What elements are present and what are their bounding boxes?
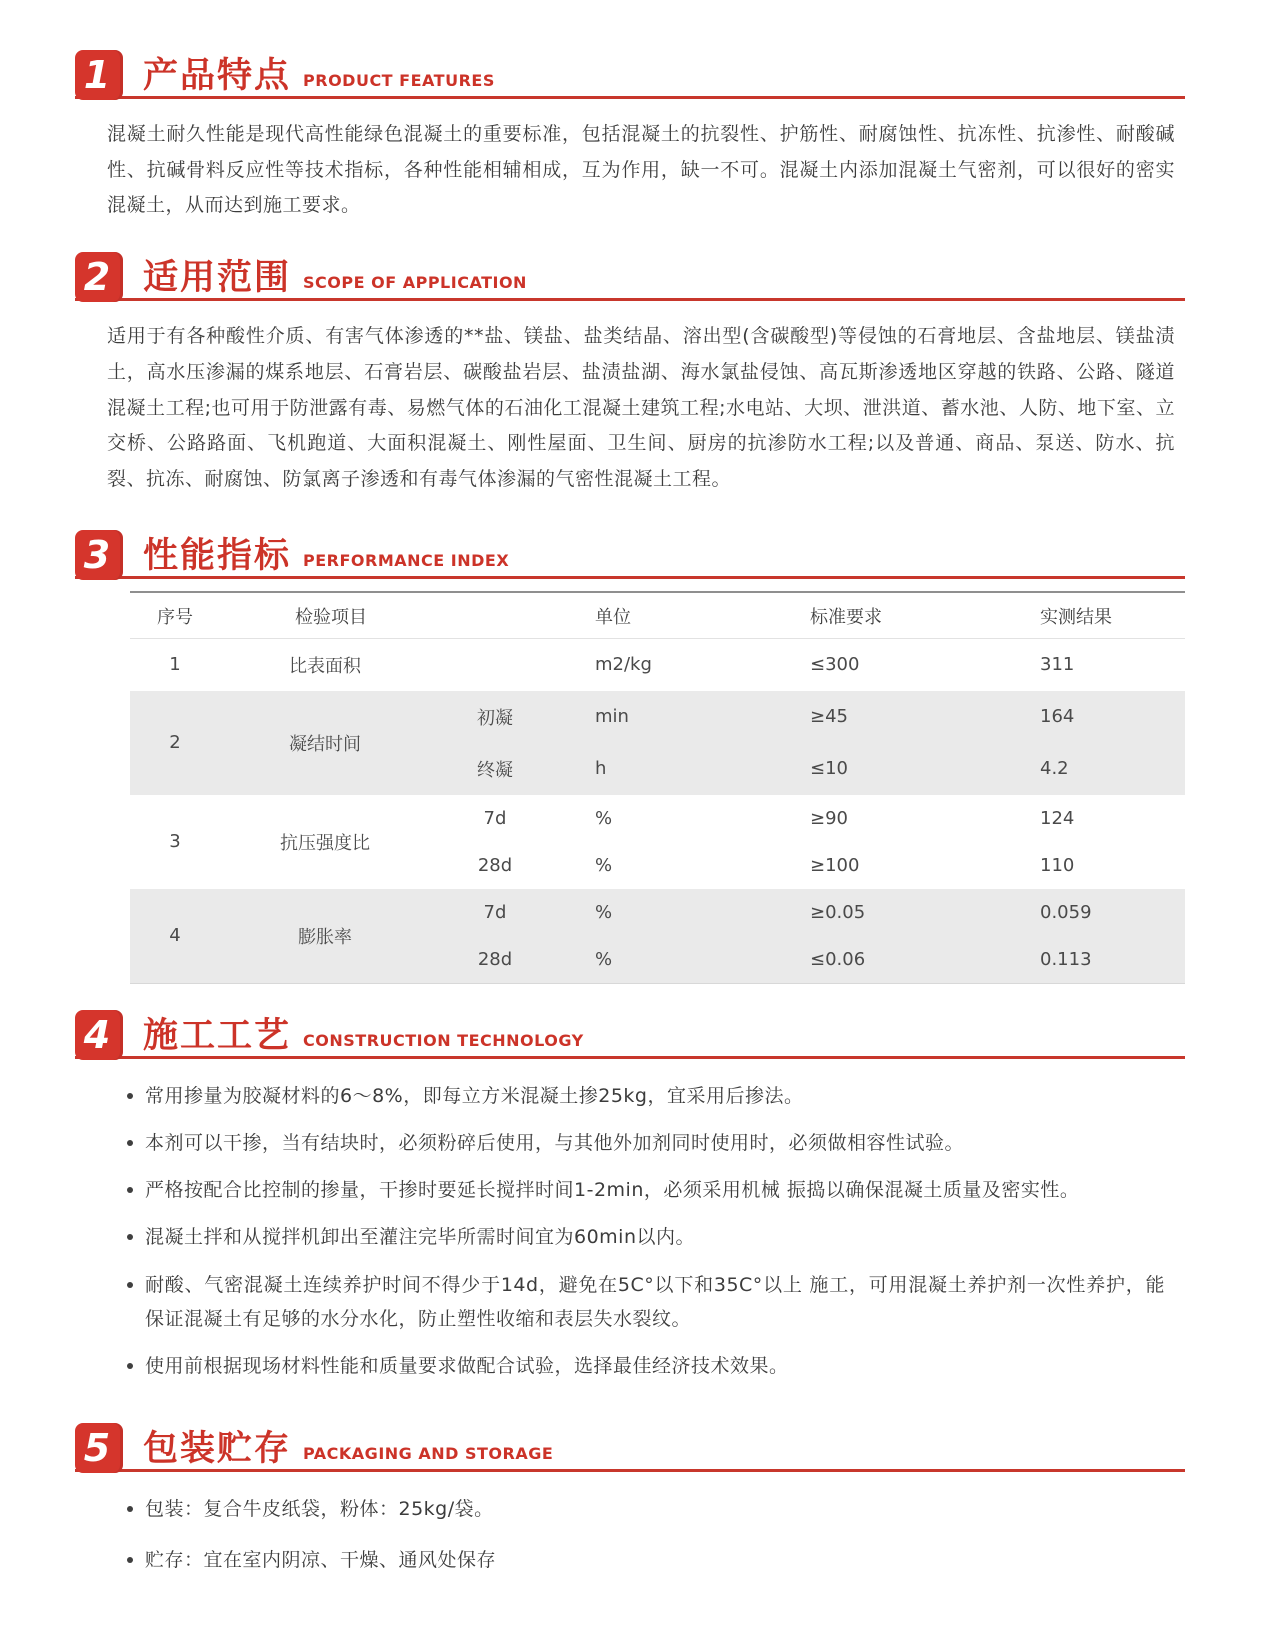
section-1-paragraph: 混凝土耐久性能是现代高性能绿色混凝土的重要标准，包括混凝土的抗裂性、护筋性、耐腐蚀性、抗冻性、抗渗性、耐酸碱性、抗碱骨料反应性等技术指标，各种性能相辅相成，互为作用，缺一不可。混凝土内添加混凝土气密剂，可以很好的密实混凝土，从而达到施工要求。: [107, 123, 1175, 217]
table-row: [130, 795, 1185, 842]
table-row: [130, 691, 1185, 743]
col-header-index: 序号: [130, 592, 220, 639]
cell-sub-item: [430, 638, 560, 691]
section-4-number-badge: [75, 1010, 123, 1060]
bullet-dot: [127, 1363, 133, 1369]
cell-item: 比表面积: [289, 655, 361, 677]
bullet-dot: [127, 1506, 133, 1512]
performance-table: [130, 591, 1185, 984]
table-header-row: [130, 592, 1185, 639]
performance-table-head: [130, 592, 1185, 639]
cell-index: 1: [169, 654, 181, 676]
bullet-text: 使用前根据现场材料性能和质量要求做配合试验，选择最佳经济技术效果。: [145, 1354, 789, 1377]
bullet-dot: [127, 1234, 133, 1240]
section-5-title: 包装贮存: [143, 1429, 292, 1470]
cell-item: 膨胀率: [220, 889, 430, 984]
bullet-dot: [127, 1093, 133, 1099]
section-2-number-badge: [75, 252, 123, 302]
bullet-text: 常用掺量为胶凝材料的6～8%，即每立方米混凝土掺25kg，宜采用后掺法。: [145, 1084, 804, 1107]
cell-result: 124: [1040, 807, 1075, 829]
cell-index: 3: [169, 831, 181, 853]
section-4-subtitle: CONSTRUCTION TECHNOLOGY: [303, 1030, 584, 1050]
cell-result: 110: [1040, 854, 1075, 876]
section-1-number-badge: [75, 50, 123, 100]
cell-requirement: ≥100: [810, 854, 860, 876]
section-number: 3: [83, 532, 111, 577]
section-3-subtitle: PERFORMANCE INDEX: [303, 550, 510, 570]
cell-requirement: ≥45: [770, 691, 1010, 743]
cell-unit: %: [560, 889, 770, 936]
col-header-item: 检验项目: [220, 592, 560, 639]
cell-unit: m2/kg: [595, 654, 652, 676]
cell-requirement: ≤10: [770, 743, 1010, 795]
cell-result: 0.113: [1010, 936, 1185, 984]
cell-sub-item: 7d: [483, 807, 507, 829]
cell-unit: %: [595, 854, 613, 876]
bullet-item: [127, 1079, 1185, 1113]
bullet-text: 严格按配合比控制的掺量，干掺时要延长搅拌时间1-2min，必须采用机械 振捣以确保混凝土质量及密实性。: [145, 1179, 1080, 1202]
cell-sub-item: 28d: [430, 936, 560, 984]
bullet-dot: [127, 1140, 133, 1146]
section-number: 5: [83, 1426, 111, 1471]
section-1-title: 产品特点: [143, 56, 292, 96]
section-2-header: [75, 252, 1185, 301]
cell-result: 4.2: [1010, 743, 1185, 795]
bullet-item: [127, 1126, 1185, 1160]
bullet-item: [127, 1268, 1185, 1336]
bullet-item: [127, 1349, 1185, 1383]
cell-sub-item: 终凝: [430, 743, 560, 795]
section-packaging-and-storage: [75, 1423, 1185, 1577]
section-3-number-badge: [75, 530, 123, 580]
cell-result: 164: [1010, 691, 1185, 743]
cell-unit: h: [560, 743, 770, 795]
section-performance-index: [75, 530, 1185, 984]
cell-index: 2: [130, 691, 220, 795]
section-5-header: [75, 1423, 1185, 1472]
bullet-dot: [127, 1282, 133, 1288]
bullet-item: [127, 1543, 1185, 1577]
cell-sub-item: 28d: [477, 854, 513, 876]
section-5-subtitle: PACKAGING AND STORAGE: [303, 1443, 554, 1463]
section-4-title: 施工工艺: [143, 1015, 292, 1056]
section-4-header: [75, 1010, 1185, 1059]
cell-unit: %: [560, 936, 770, 984]
cell-sub-item: 7d: [430, 889, 560, 936]
cell-result: 311: [1040, 654, 1075, 676]
bullet-text: 包装：复合牛皮纸袋，粉体：25kg/袋。: [145, 1498, 494, 1521]
cell-item: 抗压强度比: [280, 832, 370, 854]
section-number: 4: [83, 1012, 111, 1057]
bullet-text: 贮存：宜在室内阴凉、干燥、通风处保存: [145, 1549, 497, 1572]
cell-requirement: ≤0.06: [770, 936, 1010, 984]
cell-requirement: ≤300: [810, 654, 860, 676]
cell-unit: %: [595, 807, 613, 829]
section-number: 1: [83, 53, 111, 97]
section-2-subtitle: SCOPE OF APPLICATION: [303, 272, 527, 292]
section-3-header: [75, 530, 1185, 579]
bullet-text: 耐酸、气密混凝土连续养护时间不得少于14d，避免在5C°以下和35C°以上 施工，可用混凝土养护剂一次性养护，能保证混凝土有足够的水分水化，防止塑性收缩和表层失水裂纹。: [145, 1273, 1165, 1330]
bullet-dot: [127, 1557, 133, 1563]
section-scope-of-application: [75, 252, 1185, 498]
cell-result: 0.059: [1010, 889, 1185, 936]
cell-item: 凝结时间: [220, 691, 430, 795]
col-header-requirement: 标准要求: [770, 592, 1010, 639]
cell-unit: min: [560, 691, 770, 743]
performance-table-body: [130, 638, 1185, 983]
section-5-number-badge: [75, 1423, 123, 1473]
section-product-features: [75, 50, 1185, 224]
bullet-item: [127, 1220, 1185, 1254]
section-construction-technology: [75, 1010, 1185, 1383]
section-2-title: 适用范围: [143, 258, 292, 299]
bullet-text: 混凝土拌和从搅拌机卸出至灌注完毕所需时间宜为60min以内。: [145, 1226, 696, 1249]
section-number: 2: [83, 255, 111, 300]
bullet-dot: [127, 1187, 133, 1193]
cell-requirement: ≥90: [810, 807, 848, 829]
construction-bullet-list: [75, 1079, 1185, 1383]
cell-sub-item: 初凝: [430, 691, 560, 743]
cell-requirement: ≥0.05: [770, 889, 1010, 936]
col-header-unit: 单位: [560, 592, 770, 639]
bullet-item: [127, 1492, 1185, 1526]
col-header-result: 实测结果: [1010, 592, 1185, 639]
section-1-header: [75, 50, 1185, 99]
section-2-paragraph: 适用于有各种酸性介质、有害气体渗透的**盐、镁盐、盐类结晶、溶出型(含碳酸型)等侵蚀的石膏地层、含盐地层、镁盐渍土，高水压渗漏的煤系地层、石膏岩层、碳酸盐岩层、盐渍盐湖、海水氯盐侵蚀、高瓦斯渗透地区穿越的铁路、公路、隧道混凝土工程;也可用于防泄露有毒、易燃气体的石油化工混凝土建筑工程;水电站、大坝、泄洪道、蓄水池、人防、地下室、立交桥、公路路面、飞机跑道、大面积混凝土、刚性屋面、卫生间、厨房的抗渗防水工程;以及普通、商品、泵送、防水、抗裂、抗冻、耐腐蚀、防氯离子渗透和有毒气体渗漏的气密性混凝土工程。: [107, 325, 1175, 491]
section-3-title: 性能指标: [143, 535, 292, 576]
table-row: [130, 889, 1185, 936]
bullet-item: [127, 1173, 1185, 1207]
table-row: [130, 638, 1185, 691]
bullet-text: 本剂可以干掺，当有结块时，必须粉碎后使用，与其他外加剂同时使用时，必须做相容性试验。: [145, 1131, 965, 1154]
performance-table-wrapper: [130, 591, 1185, 984]
section-1-subtitle: PRODUCT FEATURES: [303, 70, 495, 90]
cell-index: 4: [130, 889, 220, 984]
packaging-bullet-list: [75, 1492, 1185, 1577]
